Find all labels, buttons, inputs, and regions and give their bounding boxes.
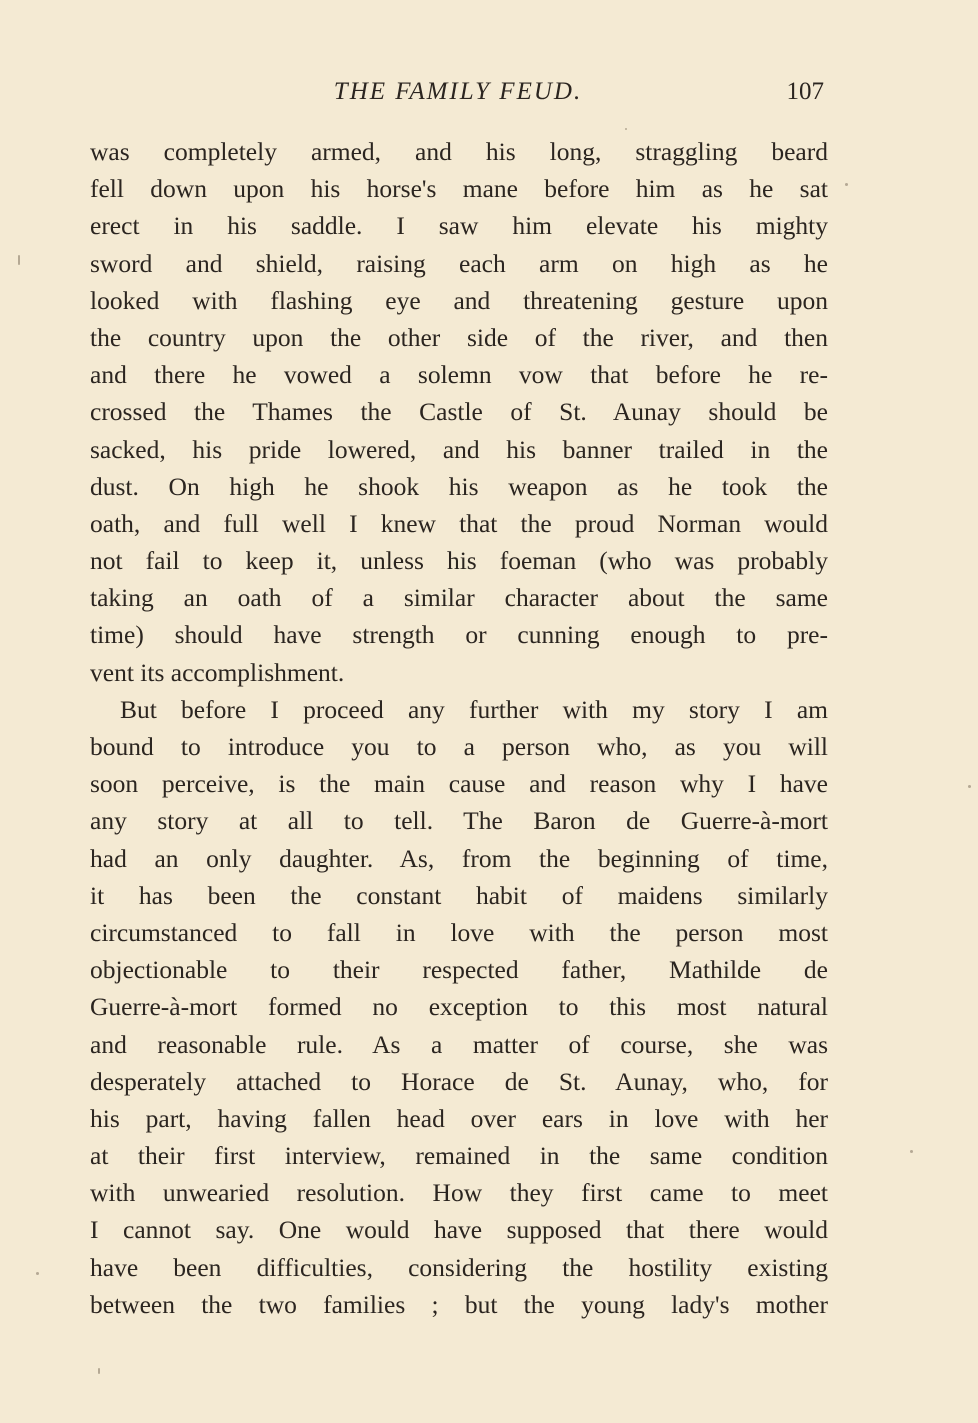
text-line: sacked, his pride lowered, and his banner trailed in the <box>90 434 828 464</box>
text-line: bound to introduce you to a person who, as you will <box>90 732 828 761</box>
text-line: taking an oath of a similar character about the same <box>90 583 828 613</box>
paragraph-start-line: But before I proceed any further with my story I am <box>120 694 828 724</box>
text-line: had an only daughter. As, from the beginning of time, <box>90 843 828 873</box>
text-line: with unwearied resolution. How they first came to meet <box>90 1178 828 1208</box>
scan-speck <box>36 1272 39 1275</box>
text-line: time) should have strength or cunning enough to pre- <box>90 620 828 650</box>
text-line: sword and shield, raising each arm on high as he <box>90 248 828 278</box>
text-line: erect in his saddle. I saw him elevate his mighty <box>90 211 828 241</box>
text-line: I cannot say. One would have supposed that there would <box>90 1215 828 1245</box>
text-line: have been difficulties, considering the hostility existing <box>90 1252 828 1282</box>
scan-speck <box>98 1368 100 1374</box>
text-line: fell down upon his horse's mane before him as he sat <box>90 174 828 204</box>
text-line: crossed the Thames the Castle of St. Aunay should be <box>90 397 828 427</box>
text-line: soon perceive, is the main cause and reason why I have <box>90 769 828 799</box>
text-line: circumstanced to fall in love with the person most <box>90 917 828 947</box>
scan-speck <box>910 1150 913 1153</box>
text-line: dust. On high he shook his weapon as he took the <box>90 471 828 501</box>
text-line: desperately attached to Horace de St. Aunay, who, for <box>90 1066 828 1096</box>
body-text <box>90 133 828 1323</box>
page-number: 107 <box>786 78 824 105</box>
text-line: and there he vowed a solemn vow that before he re- <box>90 360 828 390</box>
running-title: THE FAMILY FEUD. <box>333 78 583 105</box>
text-line: and reasonable rule. As a matter of course, she was <box>90 1029 828 1059</box>
text-line: between the two families ; but the young lady's mother <box>90 1289 828 1319</box>
text-line: it has been the constant habit of maidens similarly <box>90 880 828 910</box>
text-line: his part, having fallen head over ears in love with her <box>90 1103 828 1133</box>
text-line: looked with flashing eye and threatening gesture upon <box>90 285 828 315</box>
scan-speck <box>18 255 20 265</box>
scan-speck <box>625 128 627 130</box>
scan-speck <box>968 785 971 788</box>
text-line: objectionable to their respected father, Mathilde de <box>90 955 828 985</box>
text-line: oath, and full well I knew that the proud Norman would <box>90 508 828 538</box>
text-line: at their first interview, remained in the same condition <box>90 1141 828 1171</box>
paragraph-end-line: vent its accomplishment. <box>90 657 345 687</box>
text-line: any story at all to tell. The Baron de Guerre-à-mort <box>90 806 828 836</box>
text-line: was completely armed, and his long, straggling beard <box>90 137 828 166</box>
text-line: the country upon the other side of the river, and then <box>90 322 828 352</box>
text-line: Guerre-à-mort formed no exception to this most natural <box>90 992 828 1022</box>
text-line: not fail to keep it, unless his foeman (who was probably <box>90 546 828 576</box>
page-header <box>88 72 828 112</box>
scan-speck <box>845 183 848 186</box>
